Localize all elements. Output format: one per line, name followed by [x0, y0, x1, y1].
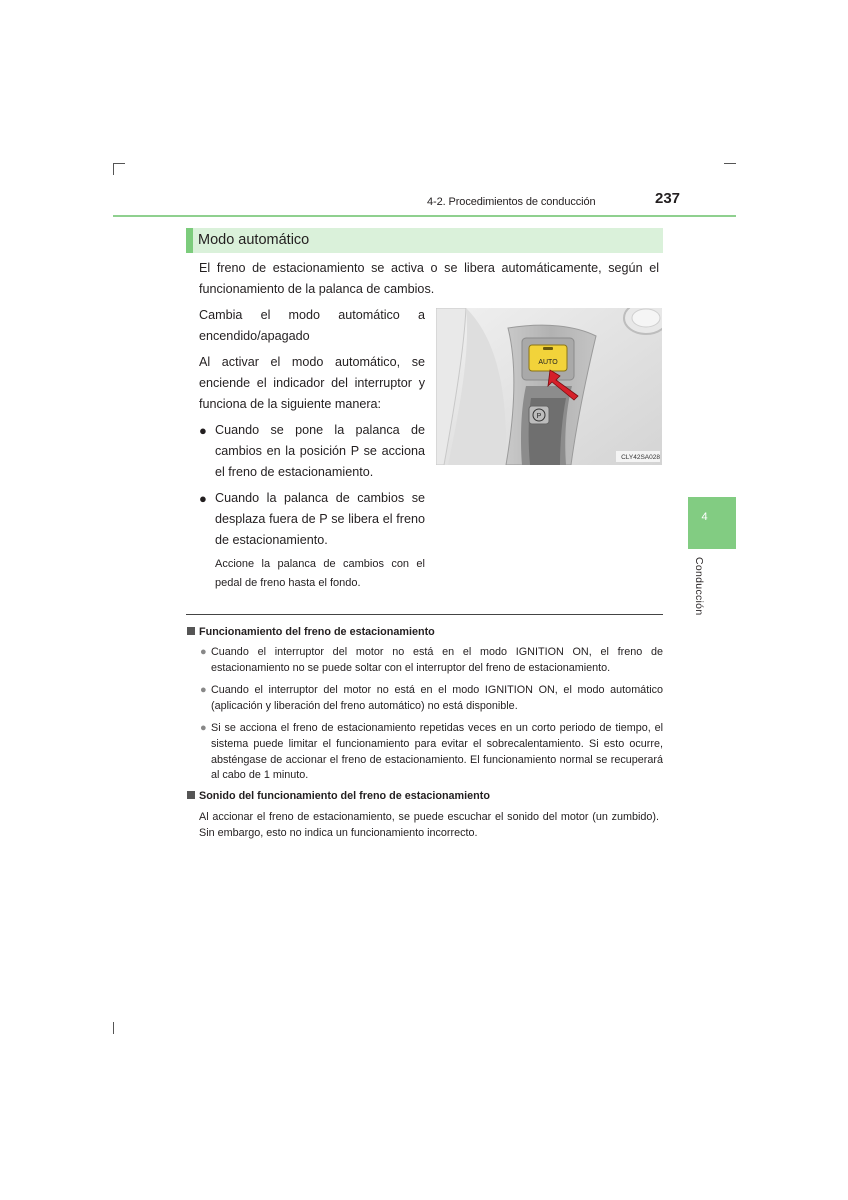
section-title: Modo automático	[198, 232, 310, 248]
page-number: 237	[655, 190, 681, 207]
header-rule	[113, 215, 736, 217]
figure-code: CLY42SA028	[621, 454, 660, 461]
chapter-number: 4	[701, 511, 708, 523]
note-text: Accione la palanca de cambios con el pedal de freno hasta el fondo.	[215, 558, 425, 589]
list-item-text: Cuando el interruptor del motor no está en el modo IGNITION ON, el modo automático (aplicación y liberación del freno automático) no está disponible.	[211, 684, 663, 712]
list-item	[200, 645, 663, 677]
crop-mark	[724, 163, 736, 164]
bullet-dot-icon: ●	[199, 491, 207, 506]
header-section: 4-2. Procedimientos de conducción	[427, 196, 596, 208]
switch-paragraph: Cambia el modo automático a encendido/apagado	[199, 308, 425, 343]
bullet-text: Cuando la palanca de cambios se desplaza fuera de P se libera el freno de estacionamiento.	[215, 491, 425, 547]
bullet-item	[199, 488, 425, 551]
crop-mark	[113, 1022, 114, 1034]
square-bullet-icon	[187, 791, 195, 799]
list-item	[200, 721, 663, 784]
activate-paragraph: Al activar el modo automático, se enciende el indicador del interruptor y funciona de la siguiente manera:	[199, 355, 425, 411]
square-bullet-icon	[187, 627, 195, 635]
p-symbol-label: P	[536, 413, 542, 420]
bullet-text: Cuando se pone la palanca de cambios en la posición P se acciona el freno de estacionamiento.	[215, 423, 425, 479]
subsection-heading-text: Sonido del funcionamiento del freno de estacionamiento	[199, 790, 490, 802]
bullet-dot-icon: ●	[200, 722, 207, 734]
list-item	[200, 683, 663, 715]
subsection-paragraph: Al accionar el freno de estacionamiento, se puede escuchar el sonido del motor (un zumbido). Sin embargo, esto no indica un funcionamiento incorrecto.	[199, 811, 659, 839]
switch-illustration-svg	[436, 308, 662, 465]
subsection-heading-text: Funcionamiento del freno de estacionamiento	[199, 626, 435, 638]
bullet-item	[199, 420, 425, 483]
section-separator	[186, 614, 663, 615]
section-title-accent	[186, 228, 193, 253]
crop-mark	[113, 163, 114, 175]
chapter-label: Conducción	[693, 557, 705, 616]
bullet-dot-icon: ●	[199, 423, 207, 438]
list-item-text: Si se acciona el freno de estacionamiento repetidas veces en un corto periodo de tiempo, el sistema puede limitar el funcionamiento para evitar el sobrecalentamiento. Si esto ocurre, absténgase de accionar el freno de estacionamiento. El funcionamiento normal se recuperará al cabo de 1 minuto.	[211, 722, 663, 782]
list-item-text: Cuando el interruptor del motor no está en el modo IGNITION ON, el freno de estacionamiento no se puede soltar con el interruptor del freno de estacionamiento.	[211, 646, 663, 674]
parking-brake-switch-illustration	[436, 308, 662, 465]
auto-button-label: AUTO	[538, 359, 558, 366]
bullet-dot-icon: ●	[200, 646, 207, 658]
intro-paragraph: El freno de estacionamiento se activa o se libera automáticamente, según el funcionamiento de la palanca de cambios.	[199, 261, 659, 296]
subsection-heading	[187, 789, 663, 804]
chapter-tab	[688, 497, 736, 549]
subsection-heading	[187, 625, 663, 640]
bullet-dot-icon: ●	[200, 684, 207, 696]
crop-mark	[113, 163, 125, 164]
